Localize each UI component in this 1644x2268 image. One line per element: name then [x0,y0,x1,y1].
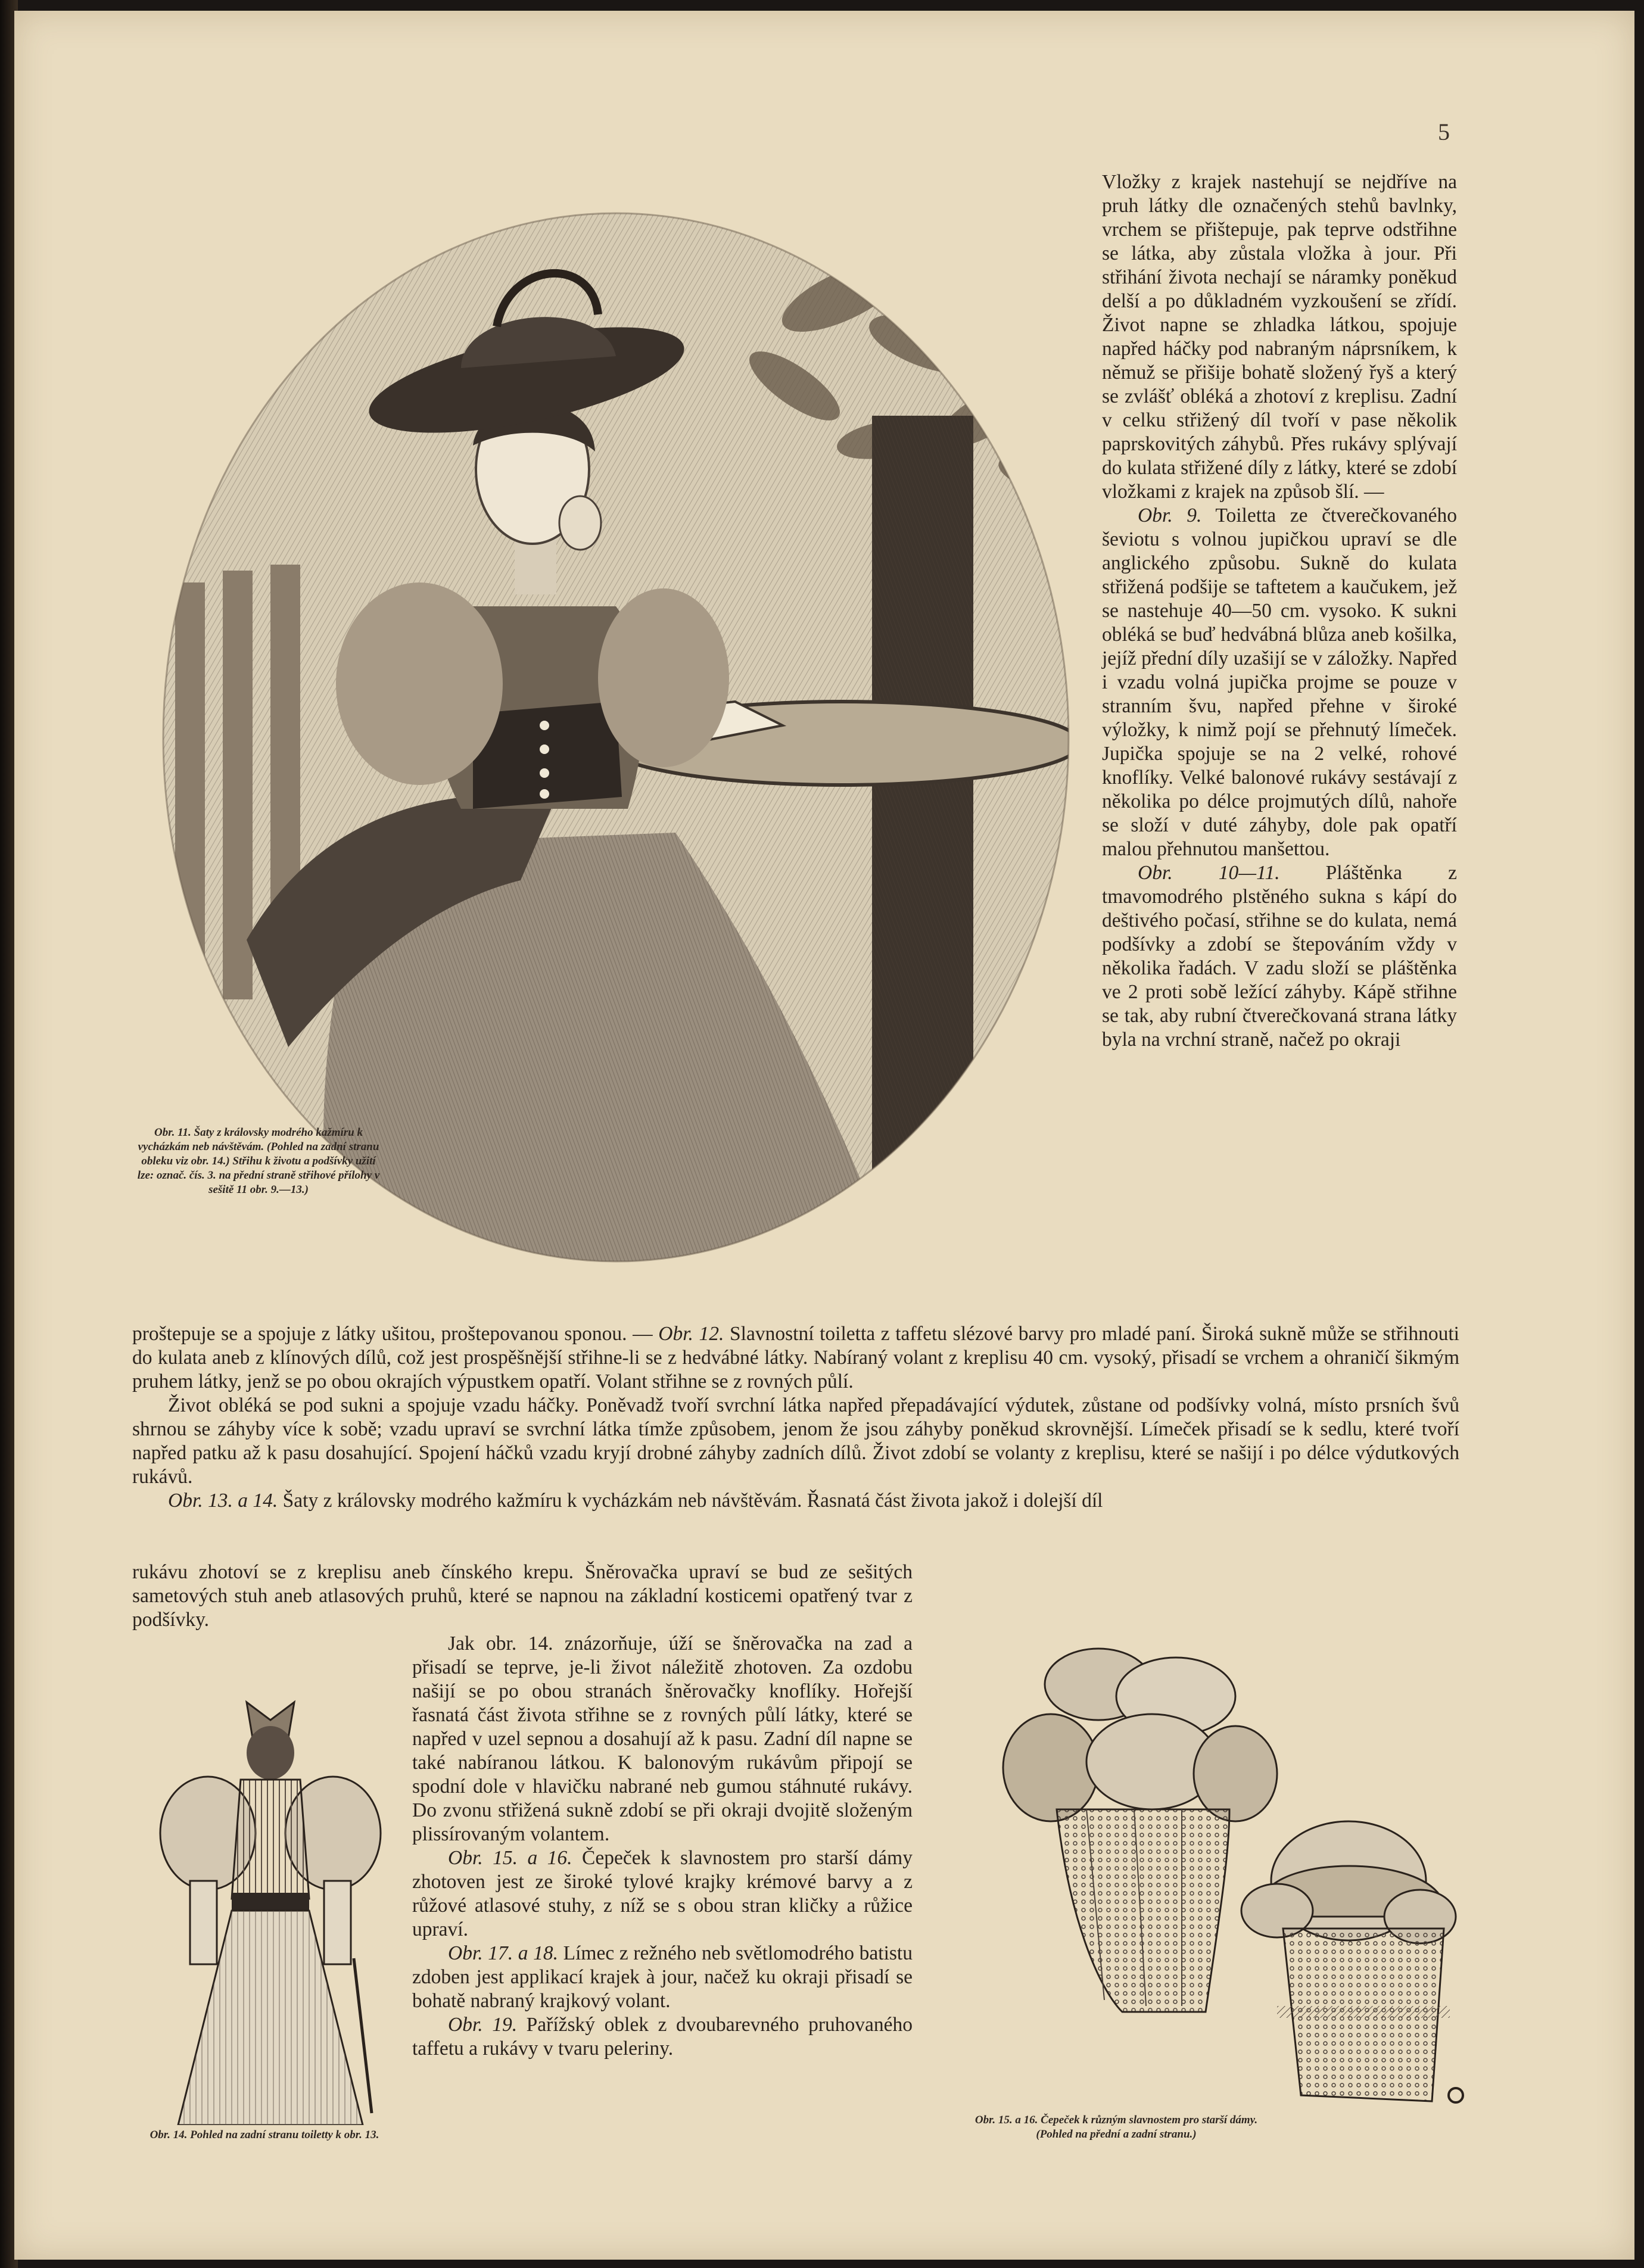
paragraph-text: Slavnostní toiletta z taffetu slézové barvy pro mladé paní. Široká sukně může se střihnouti do kulata aneb z klínových dílů, což jest prospěšnější střihne-li se z hedvábné látky. Nabíraný volant z kreplisu 40 cm. vysoký, přisadí se vrchem a ohraničí šikmým pruhem látky, jenž se po obou okrajích výpustkem opatří. Volant střihne se z rovných půlí. [132,1323,1459,1392]
paragraph-text: proštepuje se a spojuje z látky ušitou, proštepovanou sponou. — [132,1323,659,1345]
paragraph-obr-19 [412,2013,913,2061]
paragraph-text: Límec z režného neb světlomodrého batistu zdoben jest applikací krajek à jour, načež ku okraji přisadí se bohatě nabraný krajkový volant. [412,1942,913,2012]
magazine-page [14,11,1634,2260]
bonnets-illustration [979,1631,1468,2119]
figure-ref: Obr. 17. a 18. [448,1942,559,1964]
figure-14-caption: Obr. 14. Pohled na zadní stranu toiletty k obr. 13. [150,2129,379,2141]
figure-14-engraving [157,1696,384,2125]
figure-ref: Obr. 13. a 14. [168,1490,278,1512]
paragraph-text: Šaty z královsky modrého kažmíru k vycházkám neb návštěvám. Řasnatá část života jakož i dolejší díl [278,1490,1103,1512]
page-number: 5 [1438,119,1450,145]
paragraph-obr-9 [1102,504,1457,861]
paragraph-obr-15-16 [412,1846,913,1942]
figure-ref: Obr. 19. [448,2014,518,2036]
paragraph-text: Čepeček k slavnostem pro starší dámy zhotoven jest ze široké tylové krajky krémové barvy a z růžové atlasové stuhy, z níž se s obou stran kličky a růžice upraví. [412,1847,913,1940]
paragraph: Vložky z krajek nastehují se nejdříve na pruh látky dle označených stehů bavlnky, vrchem se přištepuje, pak teprve odstřihne se látka, aby zůstala vložka à jour. Při střihání života nechají se náramky poněkud delší a po důkladném vyzkoušení se zřídí. Život napne se zhladka látkou, spojuje napřed háčky pod nabraným náprsníkem, k němuž se přišije bohatě složený řyš a který se zvlášť obléká a zhotoví z kreplisu. Zadní v celku střižený díl tvoří v pase několik paprskovitých záhybů. Přes rukávy splývají do kulata střižené díly z látky, které se zdobí vložkami z krajek na způsob šlí. — [1102,171,1457,503]
middle-lead-text: rukávu zhotoví se z kreplisu aneb čínského krepu. Šněrovačka upraví se bud ze sešitých sametových stuh aneb atlasových pruhů, které se napnou na základní kosticemi opatřený tvar z podšívky. [132,1561,913,1631]
paragraph-obr-17-18 [412,1942,913,2013]
figure-ref: Obr. 10—11. [1138,862,1280,884]
paragraph-obr-12 [132,1322,1459,1394]
figure-ref: Obr. 9. [1138,504,1202,526]
paragraph-text: Pařížský oblek z dvoubarevného pruhovaného taffetu a rukávy v tvaru peleriny. [412,2014,913,2060]
figure-ref: Obr. 12. [658,1323,724,1345]
figure-ref: Obr. 15. a 16. [448,1847,572,1869]
paragraph: Život obléká se pod sukni a spojuje vzadu háčky. Poněvadž tvoří svrchní látka napřed přepadávající výdutek, zůstane od podšívky volná, místo prsních švů shrnou se záhyby více k sobě; vzadu upraví se svrchní látka tímže způsobem, jenom že jsou záhyby poněkud skrovnější. Límeček přisadí se k sedlu, které tvoří napřed patku až k pasu dosahující. Spojení háčků vzadu kryjí drobné záhyby zadních dílů. Život zdobí se volanty z kreplisu, které se našijí i po délce výdutkových rukávů. [132,1394,1459,1488]
middle-column-text [412,1632,913,2061]
paragraph-text: Toiletta ze čtverečkovaného ševiotu s volnou jupičkou upraví se dle anglického způsobu. Sukně do kulata střižená podšije se taftetem a kaučukem, jež se nastehuje 40—50 cm. vysoko. K sukni obléká se buď hedvábná blůza aneb košilka, jejíž přední díly uzašijí se v záložky. Napřed i vzadu volná jupička projme se pouze v stranním švu, napřed přehne v široké výložky, k nimž pojí se přehnutý límeček. Jupička spojuje se na 2 velké, rohové knoflíky. Velké balonové rukávy sestávají z několika po délce projmutých dílů, nahoře se složí v duté záhyby, dole pak opatří malou přehnutou manšettou. [1102,504,1457,860]
dress-back-illustration [157,1696,384,2125]
figure-15-16-engraving [979,1631,1468,2119]
right-column-text [1102,170,1457,1052]
figure-11-caption: Obr. 11. Šaty z královsky modrého kažmíru k vycházkám neb návštěvám. (Pohled na zadní stranu obleku viz obr. 14.) Střihu k životu a podšívky užití lze: označ. čís. 3. na přední straně střihové přílohy v sešitě 11 obr. 9.—13.) [137,1126,380,1196]
paragraph: Jak obr. 14. znázorňuje, úží se šněrovačka na zad a přisadí se teprve, je-li život náležitě zhotoven. Za ozdobu našijí se po obou stranách šněrovačky knoflíky. Hořejší řasnatá část života střihne se z rovných půlí látky, které se napřed v uzel sepnou a dosahují až k pasu. Zadní díl napne se také nabíranou látkou. K balonovým rukávům připojí se spodní dole v hlavičku nabrané neb gumou stáhnuté rukávy. Do zvonu střižená sukně zdobí se při okraji dvojitě složeným plissírovaným volantem. [412,1633,913,1845]
full-width-text [132,1322,1459,1513]
figure-15-16-caption: Obr. 15. a 16. Čepeček k různým slavnostem pro starší dámy. (Pohled na přední a zadní stranu.) [974,2114,1258,2141]
paragraph-text: Pláštěnka z tmavomodrého plstěného sukna s kápí do deštivého počasí, střihne se do kulata, nemá podšívky a zdobí se štepováním vždy v několika řadách. V zadu složí se pláštěnka ve 2 proti sobě ležící záhyby. Kápě střihne se tak, aby rubní čtverečkovaná strana látky byla na vrchní straně, načež po okraji [1102,862,1457,1051]
paragraph-obr-13-14 [132,1489,1459,1513]
paragraph-obr-10-11 [1102,861,1457,1052]
